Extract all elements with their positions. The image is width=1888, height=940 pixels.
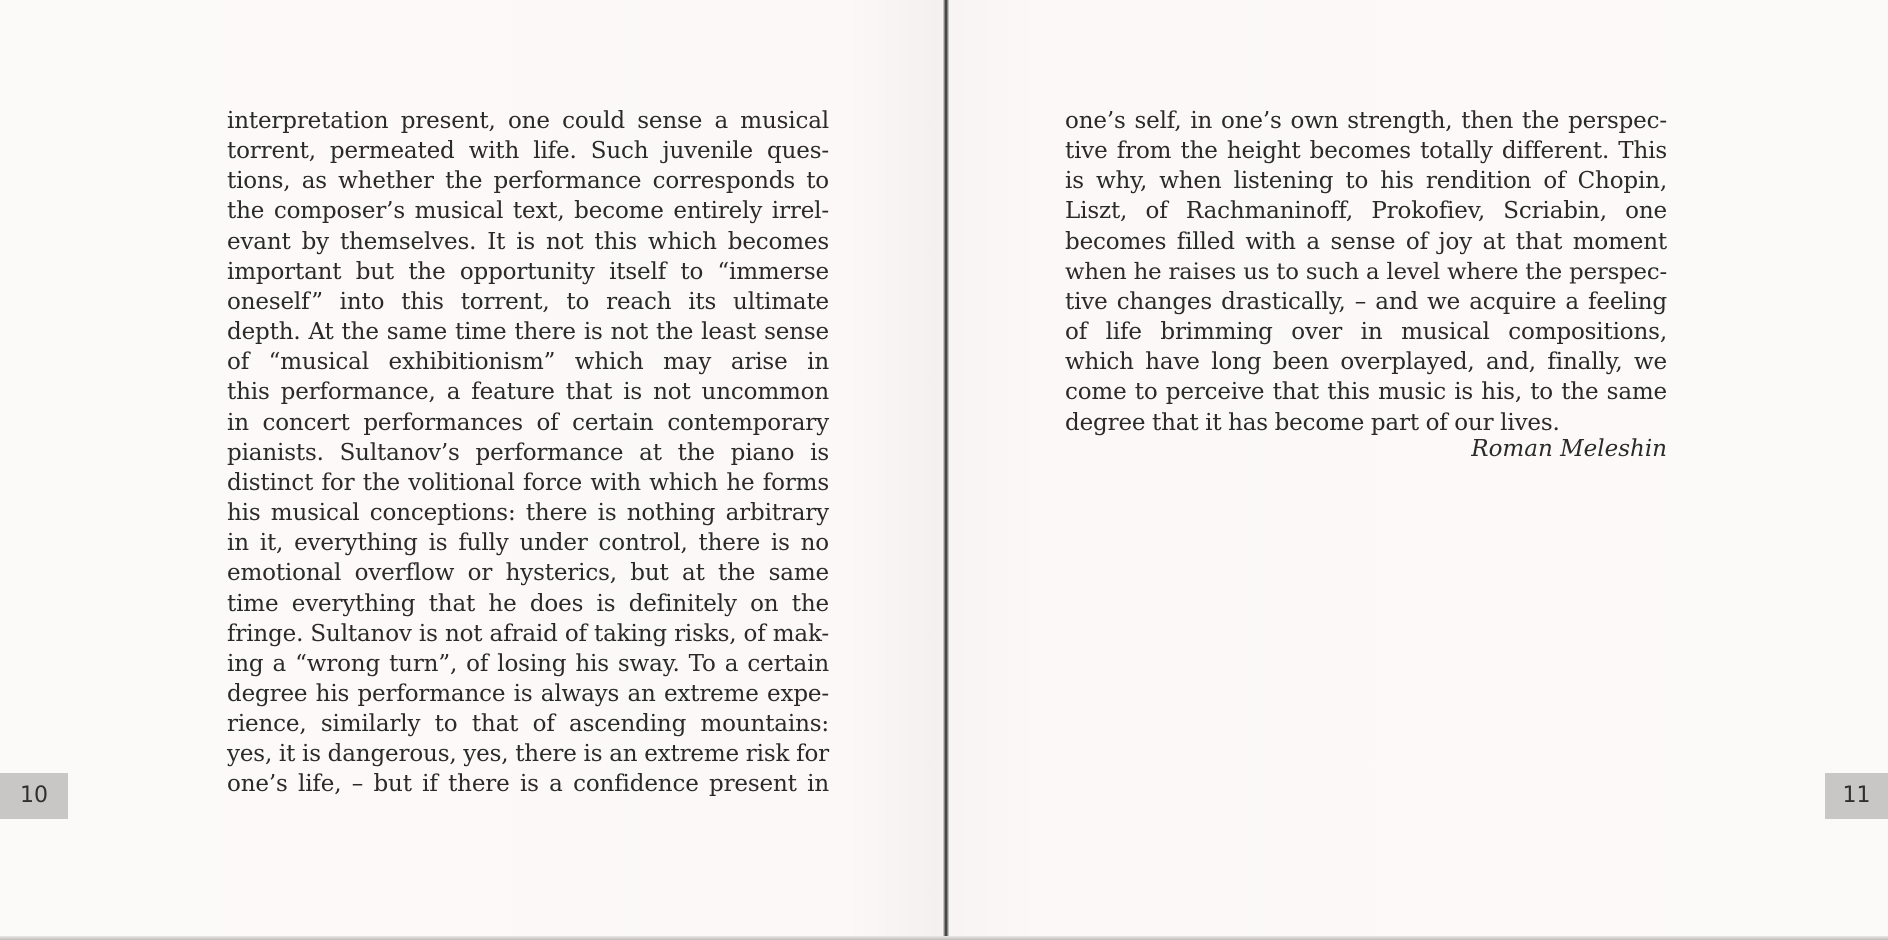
left-page: [0, 0, 943, 940]
text-line: evant by themselves. It is not this which becomes: [227, 228, 829, 255]
text-line: which have long been overplayed, and, finally, we: [1065, 349, 1667, 376]
page-bottom-edge: [0, 936, 1888, 940]
text-line: distinct for the volitional force with which he forms: [227, 469, 829, 496]
text-line: when he raises us to such a level where the perspec-: [1065, 258, 1667, 285]
text-line: tions, as whether the performance corresponds to: [227, 168, 829, 195]
left-page-text: [227, 106, 829, 800]
right-page-text: [1065, 106, 1667, 438]
text-line: in it, everything is fully under control, there is no: [227, 530, 829, 557]
text-line: tive from the height becomes totally different. This: [1065, 138, 1667, 165]
right-page: [949, 0, 1888, 940]
text-line: one’s self, in one’s own strength, then the perspec-: [1065, 108, 1667, 134]
text-line: important but the opportunity itself to “immerse: [227, 258, 829, 285]
text-line: degree that it has become part of our lives.: [1065, 409, 1560, 436]
text-line: ing a “wrong turn”, of losing his sway. To a certain: [227, 650, 829, 677]
text-line: becomes filled with a sense of joy at that moment: [1065, 228, 1667, 255]
text-line: tive changes drastically, – and we acquire a feeling: [1065, 288, 1667, 315]
text-line: emotional overflow or hysterics, but at the same: [227, 560, 829, 587]
text-line: time everything that he does is definitely on the: [227, 590, 829, 617]
text-line: of “musical exhibitionism” which may arise in: [227, 349, 829, 376]
page-number-badge: 11: [1825, 773, 1888, 819]
text-line: oneself” into this torrent, to reach its ultimate: [227, 288, 829, 315]
text-line: fringe. Sultanov is not afraid of taking risks, of mak-: [227, 620, 829, 647]
text-line: rience, similarly to that of ascending mountains:: [227, 711, 829, 738]
text-line: torrent, permeated with life. Such juvenile ques-: [227, 138, 829, 165]
text-line: degree his performance is always an extreme expe-: [227, 680, 829, 707]
text-line: one’s life, – but if there is a confidence present in: [227, 771, 829, 798]
text-line: pianists. Sultanov’s performance at the piano is: [227, 439, 829, 466]
text-line: in concert performances of certain contemporary: [227, 409, 829, 436]
text-line: depth. At the same time there is not the least sense: [227, 319, 829, 346]
text-line: yes, it is dangerous, yes, there is an extreme risk for: [227, 741, 829, 768]
page-number-badge: 10: [0, 773, 68, 819]
text-line: the composer’s musical text, become entirely irrel-: [227, 198, 829, 225]
text-line: his musical conceptions: there is nothing arbitrary: [227, 500, 829, 527]
author-signature: Roman Meleshin: [1471, 436, 1667, 462]
text-line: come to perceive that this music is his, to the same: [1065, 379, 1667, 406]
text-line: interpretation present, one could sense a musical: [227, 108, 829, 134]
text-line: is why, when listening to his rendition of Chopin,: [1065, 168, 1667, 195]
text-line: of life brimming over in musical compositions,: [1065, 319, 1667, 346]
text-line: Liszt, of Rachmaninoff, Prokofiev, Scriabin, one: [1065, 198, 1667, 225]
text-line: this performance, a feature that is not uncommon: [227, 379, 829, 406]
